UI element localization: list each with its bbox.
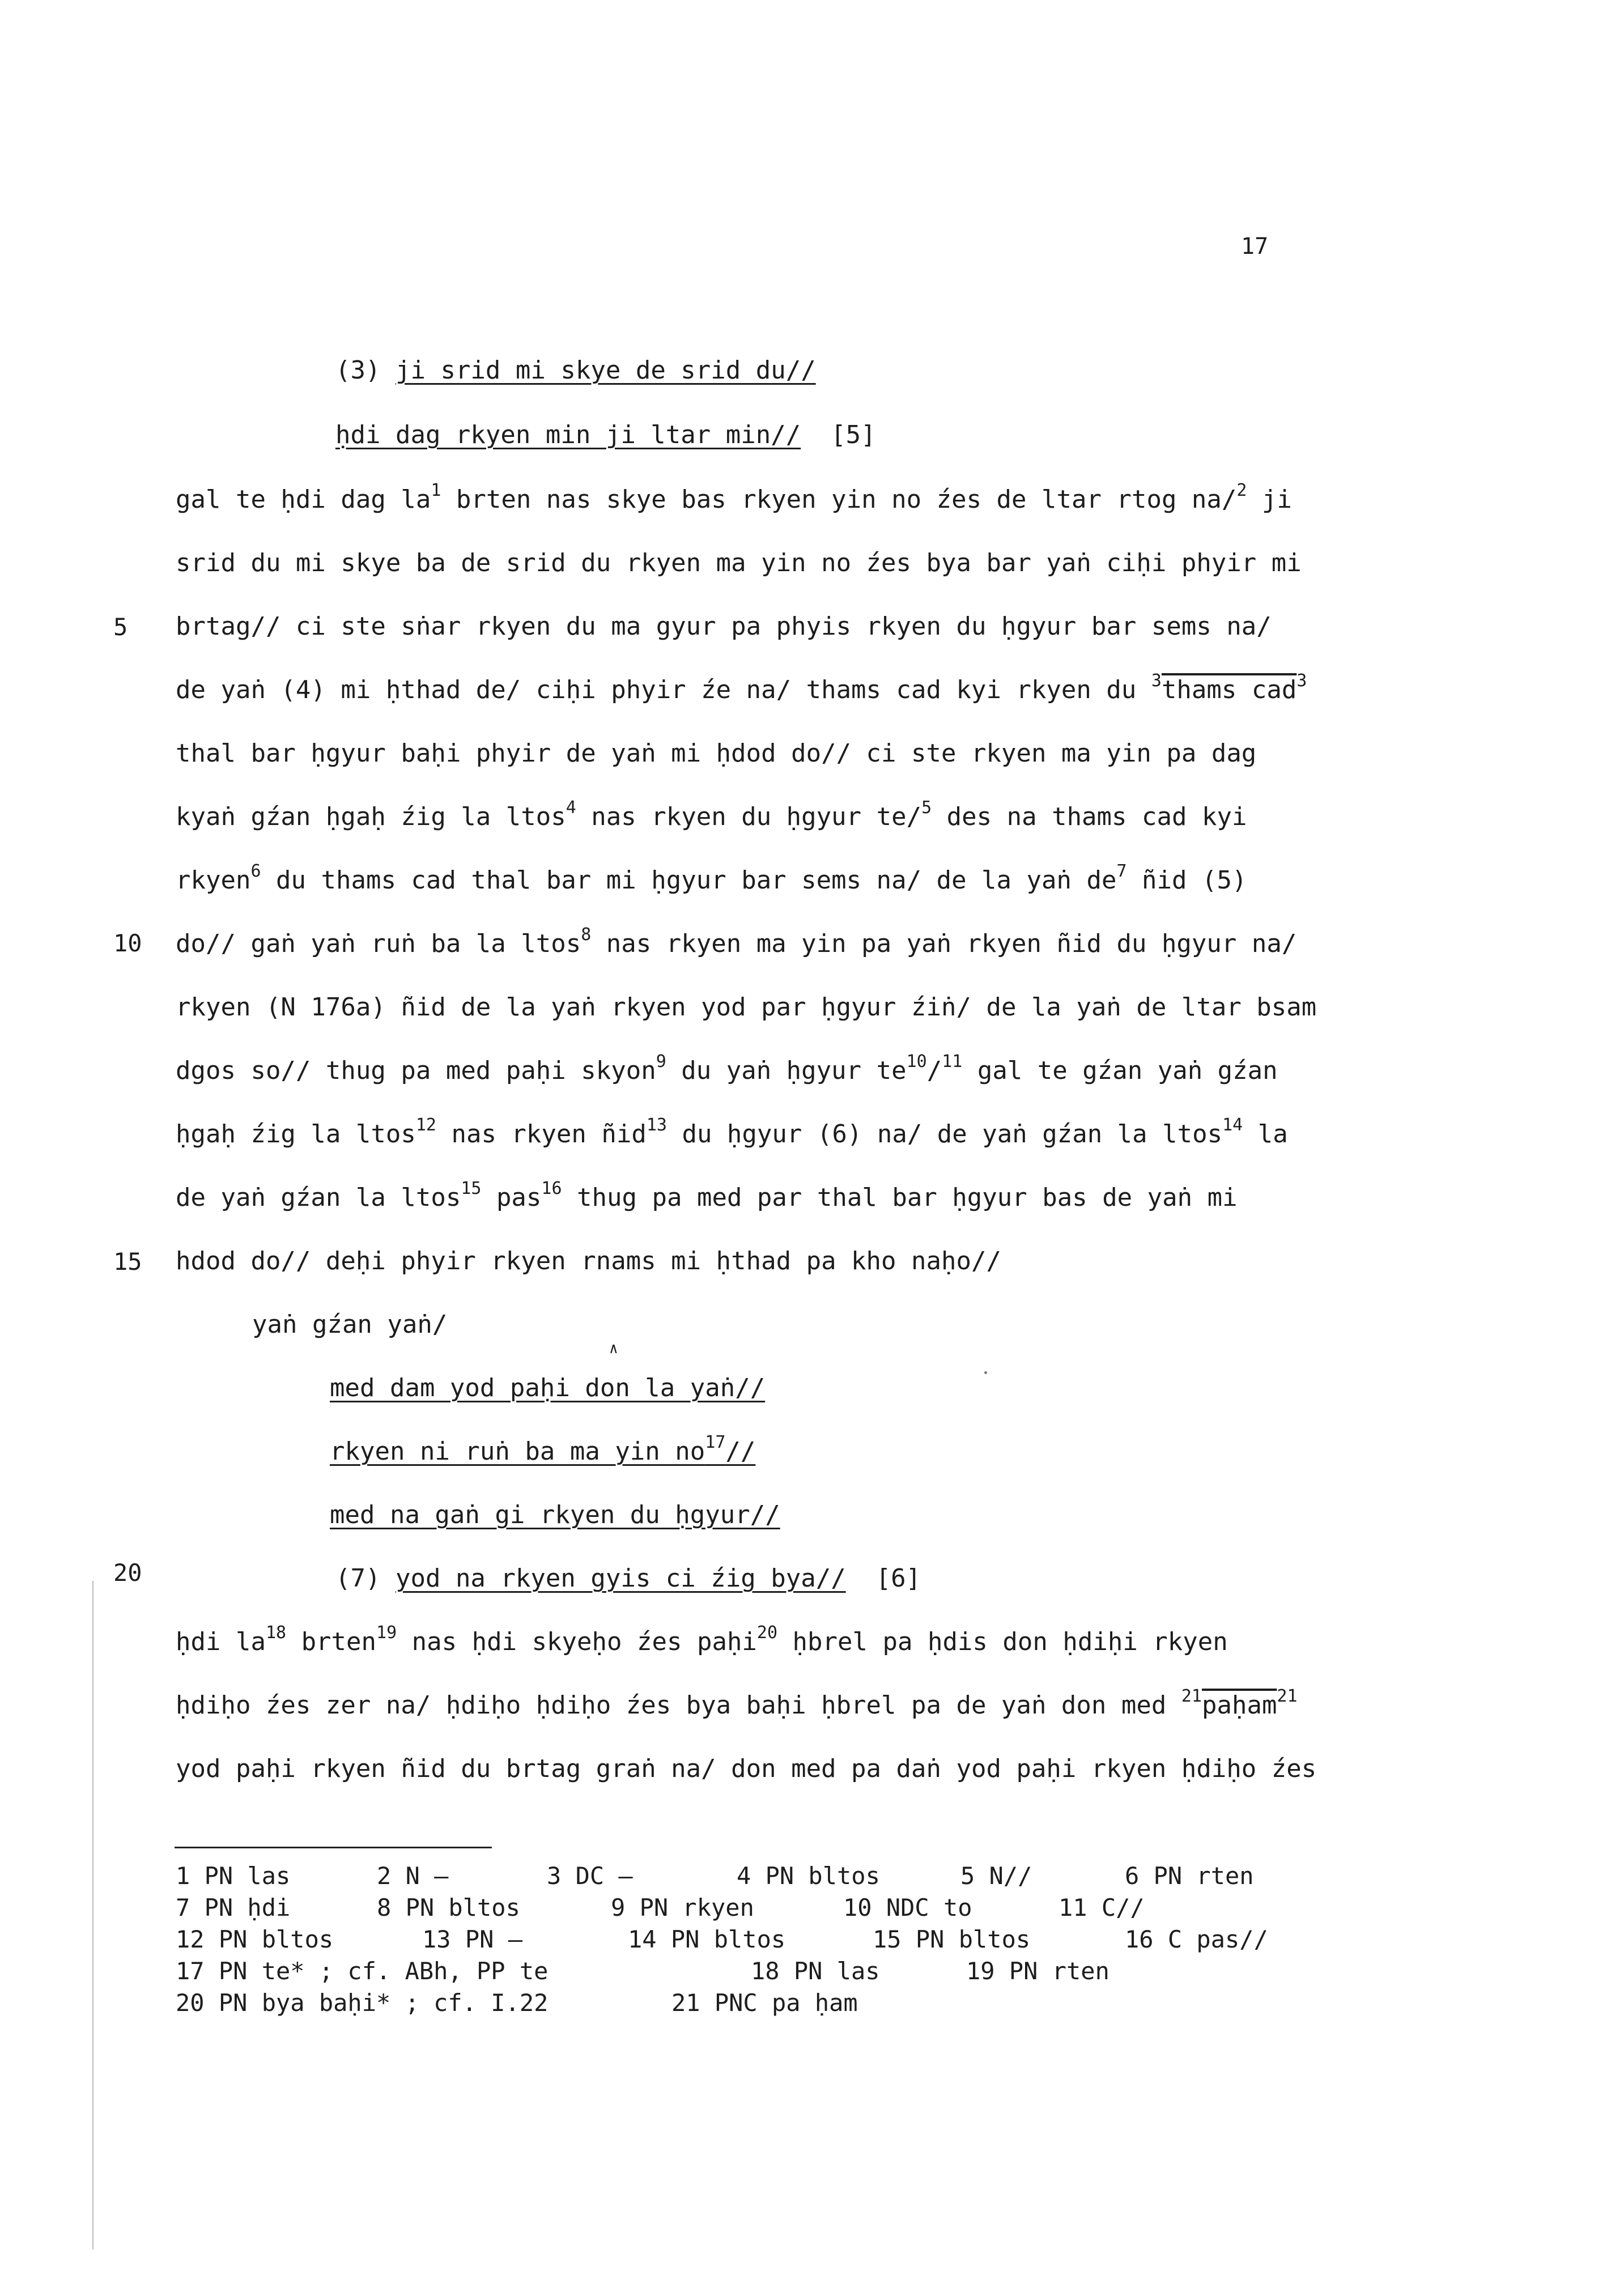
verse-text: ḥdi dag rkyen min ji ltar min// xyxy=(335,420,801,449)
verse-label: (7) xyxy=(335,1564,381,1593)
footnote-ref: 6 xyxy=(250,861,261,881)
text-line: ḥdi $la^{18}$ brten$^{19}$ nas ḥdi skyeḥo źes paḥi$^{20}$ ḥbrel pa ḥdis don ḥdiḥi rkyen xyxy=(176,1623,1228,1656)
text-line: dgos so// thug pa med paḥi skyon$^9$ du yaṅ ḥgyur $te^{10}/^{11}$ gal te gźan yaṅ gźan xyxy=(176,1052,1278,1085)
footnote: 18 PN las xyxy=(751,1957,880,1985)
verse-bracket: [5] xyxy=(831,420,876,449)
footnote: 21 PNC pa ḥam xyxy=(671,1989,858,2017)
verse-text: yod na rkyen gyis ci źig bya// xyxy=(395,1564,846,1593)
footnote: 17 PN te* ; cf. ABh, PP te xyxy=(176,1957,549,1985)
footnote: 1 PN las xyxy=(176,1862,291,1890)
footnote: 9 PN rkyen xyxy=(611,1894,754,1921)
footnote-ref: 4 xyxy=(566,798,576,818)
footnote-ref: 16 xyxy=(541,1179,562,1198)
footnote-ref: 12 xyxy=(415,1115,436,1135)
footnote-ref: 15 xyxy=(461,1179,482,1198)
text-line: rkyen (N 176a) ñid de la yaṅ rkyen yod par ḥgyur źiṅ/ de la yaṅ de ltar bsam xyxy=(176,993,1317,1022)
footnote-ref: 9 xyxy=(656,1052,666,1072)
footnote-ref: 21 xyxy=(1181,1686,1202,1706)
line-number: 10 xyxy=(113,929,142,957)
line-number: 5 xyxy=(113,613,128,641)
footnote-ref: 17 xyxy=(705,1432,726,1452)
footnote-ref: 8 xyxy=(581,925,592,945)
text-line: thal bar ḥgyur baḥi phyir de yaṅ mi ḥdod do// ci ste rkyen ma yin pa dag xyxy=(176,739,1257,768)
verse-label: (3) xyxy=(335,356,381,385)
footnote: 4 PN bltos xyxy=(737,1862,880,1890)
footnote: 15 PN bltos xyxy=(873,1925,1031,1953)
footnote: 13 PN — xyxy=(422,1925,523,1953)
text-line: ḥgaḥ źig la ltos$^{12}$ nas rkyen ñid$^{13}$ du ḥgyur (6) na/ de yaṅ gźan la ltos$^{14}$ la xyxy=(176,1115,1288,1149)
verse-text: ji srid mi skye de srid du// xyxy=(395,356,816,385)
footnote: 6 PN rten xyxy=(1125,1862,1254,1890)
text-line: hdod do// deḥi phyir rkyen rnams mi ḥthad pa kho naḥo// xyxy=(176,1247,1001,1275)
text-line: yaṅ gźan yaṅ/ xyxy=(252,1310,448,1339)
caret-mark: ∧ xyxy=(609,1340,618,1357)
footnote: 7 PN ḥdi xyxy=(176,1894,291,1921)
footnote-ref: 21 xyxy=(1277,1686,1298,1706)
footnote-ref: 13 xyxy=(646,1115,667,1135)
footnote-ref: 3 xyxy=(1151,671,1162,691)
text-line: ḥdiḥo źes zer na/ ḥdiḥo ḥdiḥo źes bya baḥi ḥbrel pa de yaṅ don med $^{21}$paḥam$^{21}$ xyxy=(176,1686,1298,1720)
footnote: 8 PN bltos xyxy=(377,1894,520,1921)
text-line: srid du mi skye ba de srid du rkyen ma yin no źes bya bar yaṅ ciḥi phyir mi xyxy=(176,549,1302,577)
footnote-ref: 5 xyxy=(921,798,932,818)
footnote-ref: 1 xyxy=(431,481,441,500)
verse-line: rkyen ni ruṅ ba ma yin $no^{17}//$ xyxy=(330,1432,756,1466)
line-number: 20 xyxy=(113,1559,142,1587)
verse-line: med dam yod paḥi don la yaṅ// xyxy=(330,1374,766,1402)
stray-dot xyxy=(984,1371,987,1374)
footnote: 19 PN rten xyxy=(966,1957,1109,1985)
text-line: rkyen$^6$ du thams cad thal bar mi ḥgyur bar sems na/ de la yaṅ $de^7$ ñid (5) xyxy=(176,861,1247,895)
text-line: brtag// ci ste sṅar rkyen du ma gyur pa phyis rkyen du ḥgyur bar sems na/ xyxy=(176,612,1272,641)
footnote-ref: 7 xyxy=(1116,861,1127,881)
footnote-ref: 10 xyxy=(906,1052,927,1072)
footnote: 5 N// xyxy=(960,1862,1032,1890)
footnote: 2 N — xyxy=(377,1862,449,1890)
verse-line xyxy=(335,1566,921,1591)
verse-line xyxy=(335,358,816,383)
page-number: 17 xyxy=(1241,233,1269,260)
footnote-ref: 3 xyxy=(1296,671,1307,691)
line-number: 15 xyxy=(113,1248,142,1275)
text-line: de yaṅ (4) mi ḥthad de/ ciḥi phyir źe na/ thams cad kyi rkyen du $^3$thams cad$^3$ xyxy=(176,671,1307,704)
verse-bracket: [6] xyxy=(875,1564,921,1593)
footnote: 11 C// xyxy=(1058,1894,1145,1921)
verse-line xyxy=(335,420,876,449)
footnote-ref: 20 xyxy=(756,1623,778,1643)
text-line: gal te ḥdi dag $la^1$ brten nas skye bas rkyen yin no źes de ltar rtog na/$^2$ ji xyxy=(176,481,1292,514)
margin-line xyxy=(92,1581,93,2250)
footnote: 20 PN bya baḥi* ; cf. I.22 xyxy=(176,1989,549,2017)
text-line: yod paḥi rkyen ñid du brtag graṅ na/ don med pa daṅ yod paḥi rkyen ḥdiḥo źes xyxy=(176,1754,1317,1783)
footnote-ref: 11 xyxy=(942,1052,963,1072)
verse-line: med na gaṅ gi rkyen du ḥgyur// xyxy=(330,1500,780,1529)
text-line: do// gaṅ yaṅ ruṅ ba la ltos$^8$ nas rkyen ma yin pa yaṅ rkyen ñid du ḥgyur na/ xyxy=(176,925,1297,958)
footnote: 12 PN bltos xyxy=(176,1925,334,1953)
footnote-rule xyxy=(175,1847,492,1848)
footnote-ref: 2 xyxy=(1236,481,1247,500)
footnote: 10 NDC to xyxy=(843,1894,972,1921)
footnote: 14 PN bltos xyxy=(628,1925,786,1953)
footnote: 3 DC — xyxy=(547,1862,633,1890)
footnote-ref: 18 xyxy=(265,1623,287,1643)
footnote-ref: 19 xyxy=(376,1623,397,1643)
text-line: de yaṅ gźan la ltos$^{15}$ pas$^{16}$ thug pa med par thal bar ḥgyur bas de yaṅ mi xyxy=(176,1179,1238,1212)
text-line: kyaṅ gźan ḥgaḥ źig la ltos$^4$ nas rkyen du ḥgyur te/$^5$ des na thams cad kyi xyxy=(176,798,1247,831)
footnote: 16 C pas// xyxy=(1125,1925,1268,1953)
footnote-ref: 14 xyxy=(1222,1115,1243,1135)
